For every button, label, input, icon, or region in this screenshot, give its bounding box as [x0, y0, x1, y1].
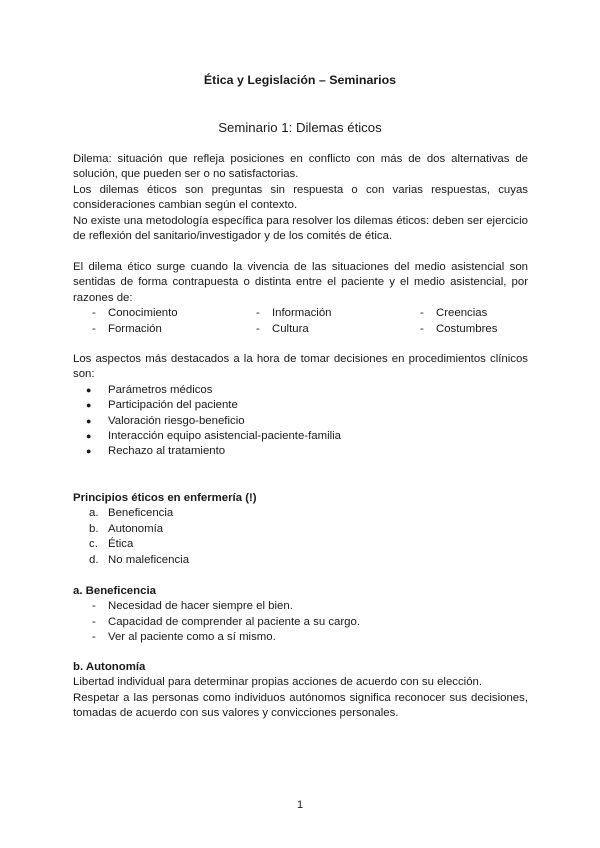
reason-item: Información	[272, 307, 332, 320]
list-item: - Ver al paciente como a sí mismo.	[92, 631, 276, 644]
list-item: c. Ética	[89, 538, 134, 551]
reasons-list	[73, 306, 528, 337]
aspects-intro: Los aspectos más destacados a la hora de tomar decisiones en procedimientos clínicos son:	[73, 353, 528, 381]
list-item: d. No maleficencia	[89, 553, 190, 566]
dilemma-origin-paragraph: El dilema ético surge cuando la vivencia de las situaciones del medio asistencial son sentidas de forma contrapuesta o distinta entre el paciente y el medio asistencial, por razones de:	[73, 261, 528, 304]
list-dash: -	[92, 322, 96, 335]
document-title: Ética y Legislación – Seminarios	[203, 73, 397, 87]
bullet-icon: ●	[86, 431, 92, 442]
principles-heading: Principios éticos en enfermería (!)	[73, 492, 257, 504]
list-dash: -	[420, 322, 424, 335]
intro-paragraph: No existe una metodología específica para resolver los dilemas éticos: deben ser ejercicio de reflexión del sanitario/investigador y de los comités de ética.	[73, 214, 528, 243]
principles-section	[73, 491, 528, 568]
aspects-section	[73, 352, 528, 460]
bullet-icon: ●	[86, 384, 92, 395]
list-item: ● Valoración riesgo-beneficio	[73, 414, 528, 429]
list-item: ● Parámetros médicos	[73, 383, 528, 398]
intro-paragraph: Dilema: situación que refleja posiciones en conflicto con más de dos alternativas de solución, que pueden ser o no satisfactorias.	[73, 153, 528, 181]
autonomy-heading: b. Autonomía	[73, 661, 146, 673]
bullet-icon: ●	[86, 400, 92, 411]
principles-list	[73, 506, 528, 568]
reason-item: Cultura	[272, 322, 309, 335]
list-item: ● Interacción equipo asistencial-paciente-familia	[73, 429, 528, 444]
list-dash: -	[256, 322, 260, 335]
beneficence-heading: a. Beneficencia	[73, 585, 156, 597]
list-item: - Necesidad de hacer siempre el bien.	[92, 600, 293, 613]
beneficence-list	[73, 599, 528, 645]
intro-section	[73, 152, 528, 244]
bullet-icon: ●	[86, 446, 92, 457]
list-dash: -	[92, 307, 96, 320]
bullet-icon: ●	[86, 415, 92, 426]
reason-item: Costumbres	[436, 322, 498, 335]
autonomy-paragraph: Libertad individual para determinar propias acciones de acuerdo con su elección.	[73, 676, 483, 689]
reason-item: Formación	[108, 322, 162, 335]
beneficence-section	[73, 584, 528, 646]
autonomy-paragraph: Respetar a las personas como individuos autónomos significa reconocer sus decisiones, tomadas de acuerdo con sus valores y convicciones personales.	[73, 691, 528, 720]
list-dash: -	[256, 307, 260, 320]
reason-item: Conocimiento	[108, 307, 178, 320]
page-number: 1	[296, 799, 304, 811]
reason-item: Creencias	[436, 307, 488, 320]
list-item: ● Participación del paciente	[73, 398, 528, 413]
list-item: ● Rechazo al tratamiento	[73, 444, 528, 459]
list-item: b. Autonomía	[89, 522, 164, 535]
autonomy-section	[73, 660, 528, 722]
list-dash: -	[420, 307, 424, 320]
list-item: - Capacidad de comprender al paciente a su cargo.	[92, 615, 361, 628]
aspects-list	[73, 383, 528, 460]
intro-paragraph: Los dilemas éticos son preguntas sin respuesta o con varias respuestas, cuyas consideraciones cambian según el contexto.	[73, 183, 528, 212]
dilemma-origin-section	[73, 260, 528, 337]
list-item: a. Beneficencia	[89, 507, 174, 520]
seminar-title: Seminario 1: Dilemas éticos	[218, 120, 382, 135]
